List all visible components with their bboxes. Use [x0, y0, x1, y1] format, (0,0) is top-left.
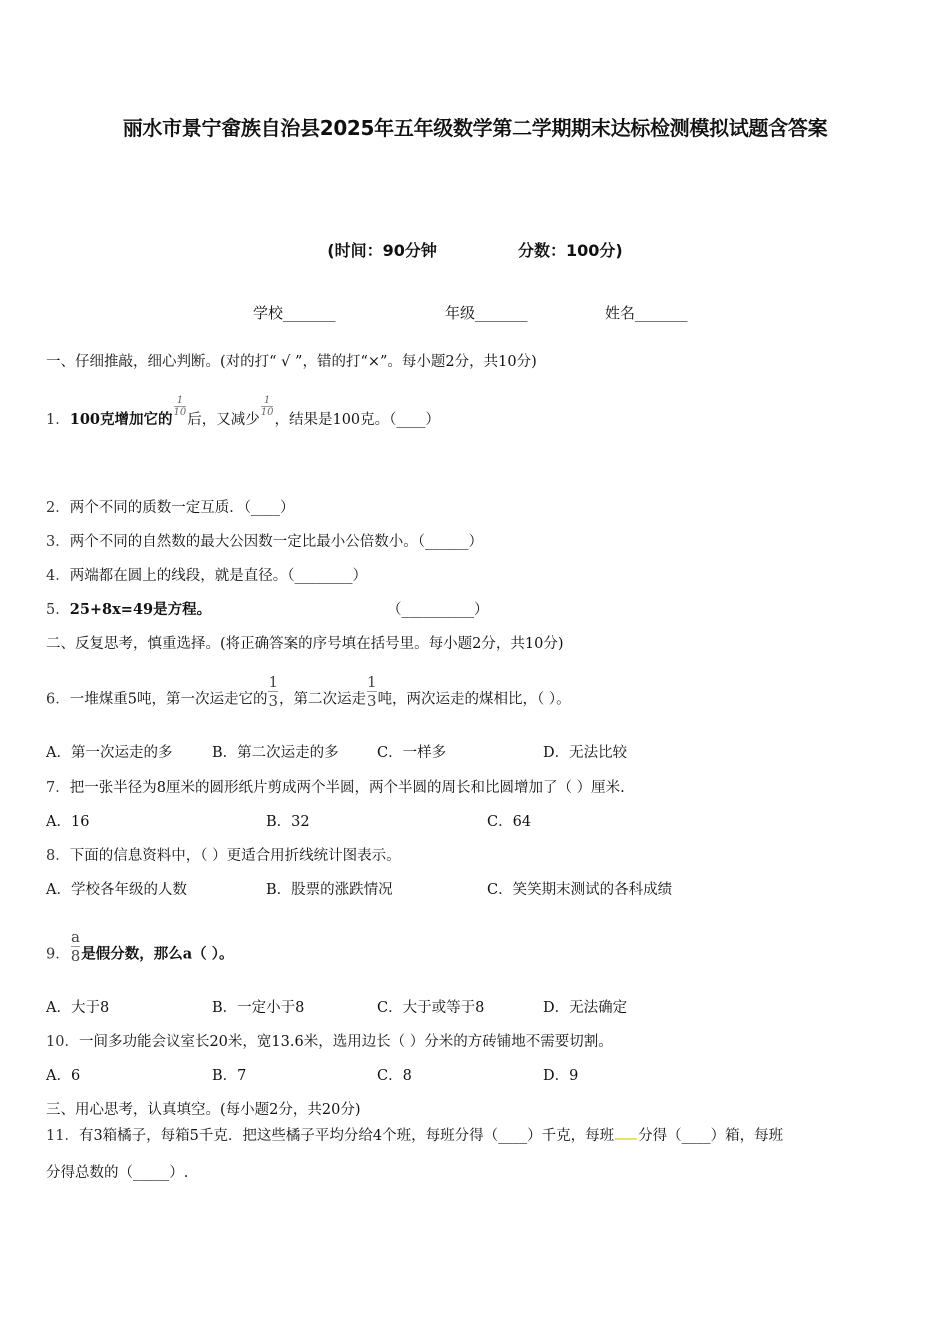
option-c[interactable]: C．64	[487, 814, 532, 830]
option-c[interactable]: C．笑笑期末测试的各科成绩	[487, 882, 673, 898]
document-title: 丽水市景宁畲族自治县2025年五年级数学第二学期期末达标检测模拟试题含答案	[122, 116, 828, 140]
question-6: 6．一堆煤重5吨，第一次运走它的 $\frac{1}{3}$ ，第二次运走 $\frac{1}{3}$ 吨，两次运走的煤相比，（ ）。	[46, 673, 571, 710]
question-8: 8．下面的信息资料中，（ ）更适合用折线统计图表示。	[46, 848, 401, 864]
highlight-mark	[615, 1130, 637, 1140]
option-c[interactable]: C．大于或等于8	[377, 1000, 485, 1016]
question-5-blank: （__________）	[387, 602, 489, 618]
question-5: 5．25+8x=49是方程。	[46, 601, 212, 618]
option-b[interactable]: B．股票的涨跌情况	[266, 882, 393, 898]
option-a[interactable]: A．16	[46, 814, 90, 830]
option-a[interactable]: A．学校各年级的人数	[46, 882, 187, 898]
school-field: 学校_______	[253, 304, 336, 322]
option-b[interactable]: B．一定小于8	[212, 1000, 305, 1016]
option-d[interactable]: D．无法比较	[543, 745, 628, 761]
question-4: 4．两端都在圆上的线段，就是直径。（________）	[46, 568, 367, 584]
exam-time-score	[0, 238, 950, 261]
section-3-heading: 三、用心思考，认真填空。(每小题2分，共20分)	[46, 1102, 361, 1118]
option-d[interactable]: D．9	[543, 1068, 579, 1084]
question-3: 3．两个不同的自然数的最大公因数一定比最小公倍数小。（______）	[46, 534, 483, 550]
question-number: 1．	[46, 412, 70, 428]
question-7: 7．把一张半径为8厘米的圆形纸片剪成两个半圆，两个半圆的周长和比圆增加了（ ）厘米.	[46, 780, 625, 796]
score-label: 分数：100分)	[518, 241, 623, 260]
question-11: 11．有3箱橘子，每箱5千克．把这些橘子平均分给4个班，每班分得（____）千克，每班 分得（____）箱，每班	[46, 1128, 784, 1144]
section-1-heading: 一、仔细推敲，细心判断。(对的打“ √ ”，错的打“×”。每小题2分，共10分)	[46, 354, 537, 370]
fraction: $\frac{1}{10}$	[260, 394, 274, 418]
grade-field: 年级_______	[445, 304, 528, 322]
option-b[interactable]: B．32	[266, 814, 310, 830]
option-b[interactable]: B．7	[212, 1068, 247, 1084]
option-a[interactable]: A．6	[46, 1068, 81, 1084]
fraction: $\frac{1}{3}$	[268, 673, 279, 710]
question-1: 1．100克增加它的 $\frac{1}{10}$ 后，又减少 $\frac{1}{10}$ ，结果是100克。（____）	[46, 394, 440, 428]
option-d[interactable]: D．无法确定	[543, 1000, 628, 1016]
section-2-heading: 二、反复思考，慎重选择。(将正确答案的序号填在括号里。每小题2分，共10分)	[46, 636, 564, 652]
time-label: (时间：90分钟	[327, 241, 437, 260]
fraction: $\frac{a}{8}$	[70, 928, 81, 965]
option-a[interactable]: A．大于8	[46, 1000, 110, 1016]
option-c[interactable]: C．8	[377, 1068, 412, 1084]
fraction: $\frac{1}{10}$	[173, 394, 187, 418]
question-2: 2．两个不同的质数一定互质．（____）	[46, 500, 295, 516]
name-field: 姓名_______	[605, 304, 688, 322]
option-c[interactable]: C．一样多	[377, 745, 447, 761]
option-a[interactable]: A．第一次运走的多	[46, 745, 173, 761]
question-11-line-2: 分得总数的（_____）.	[46, 1165, 189, 1181]
fraction: $\frac{1}{3}$	[367, 673, 377, 710]
option-b[interactable]: B．第二次运走的多	[212, 745, 339, 761]
question-10: 10．一间多功能会议室长20米，宽13.6米，选用边长（ ）分米的方砖铺地不需要切割。	[46, 1034, 613, 1050]
question-9: 9． $\frac{a}{8}$ 是假分数，那么a（ ）。	[46, 928, 234, 965]
